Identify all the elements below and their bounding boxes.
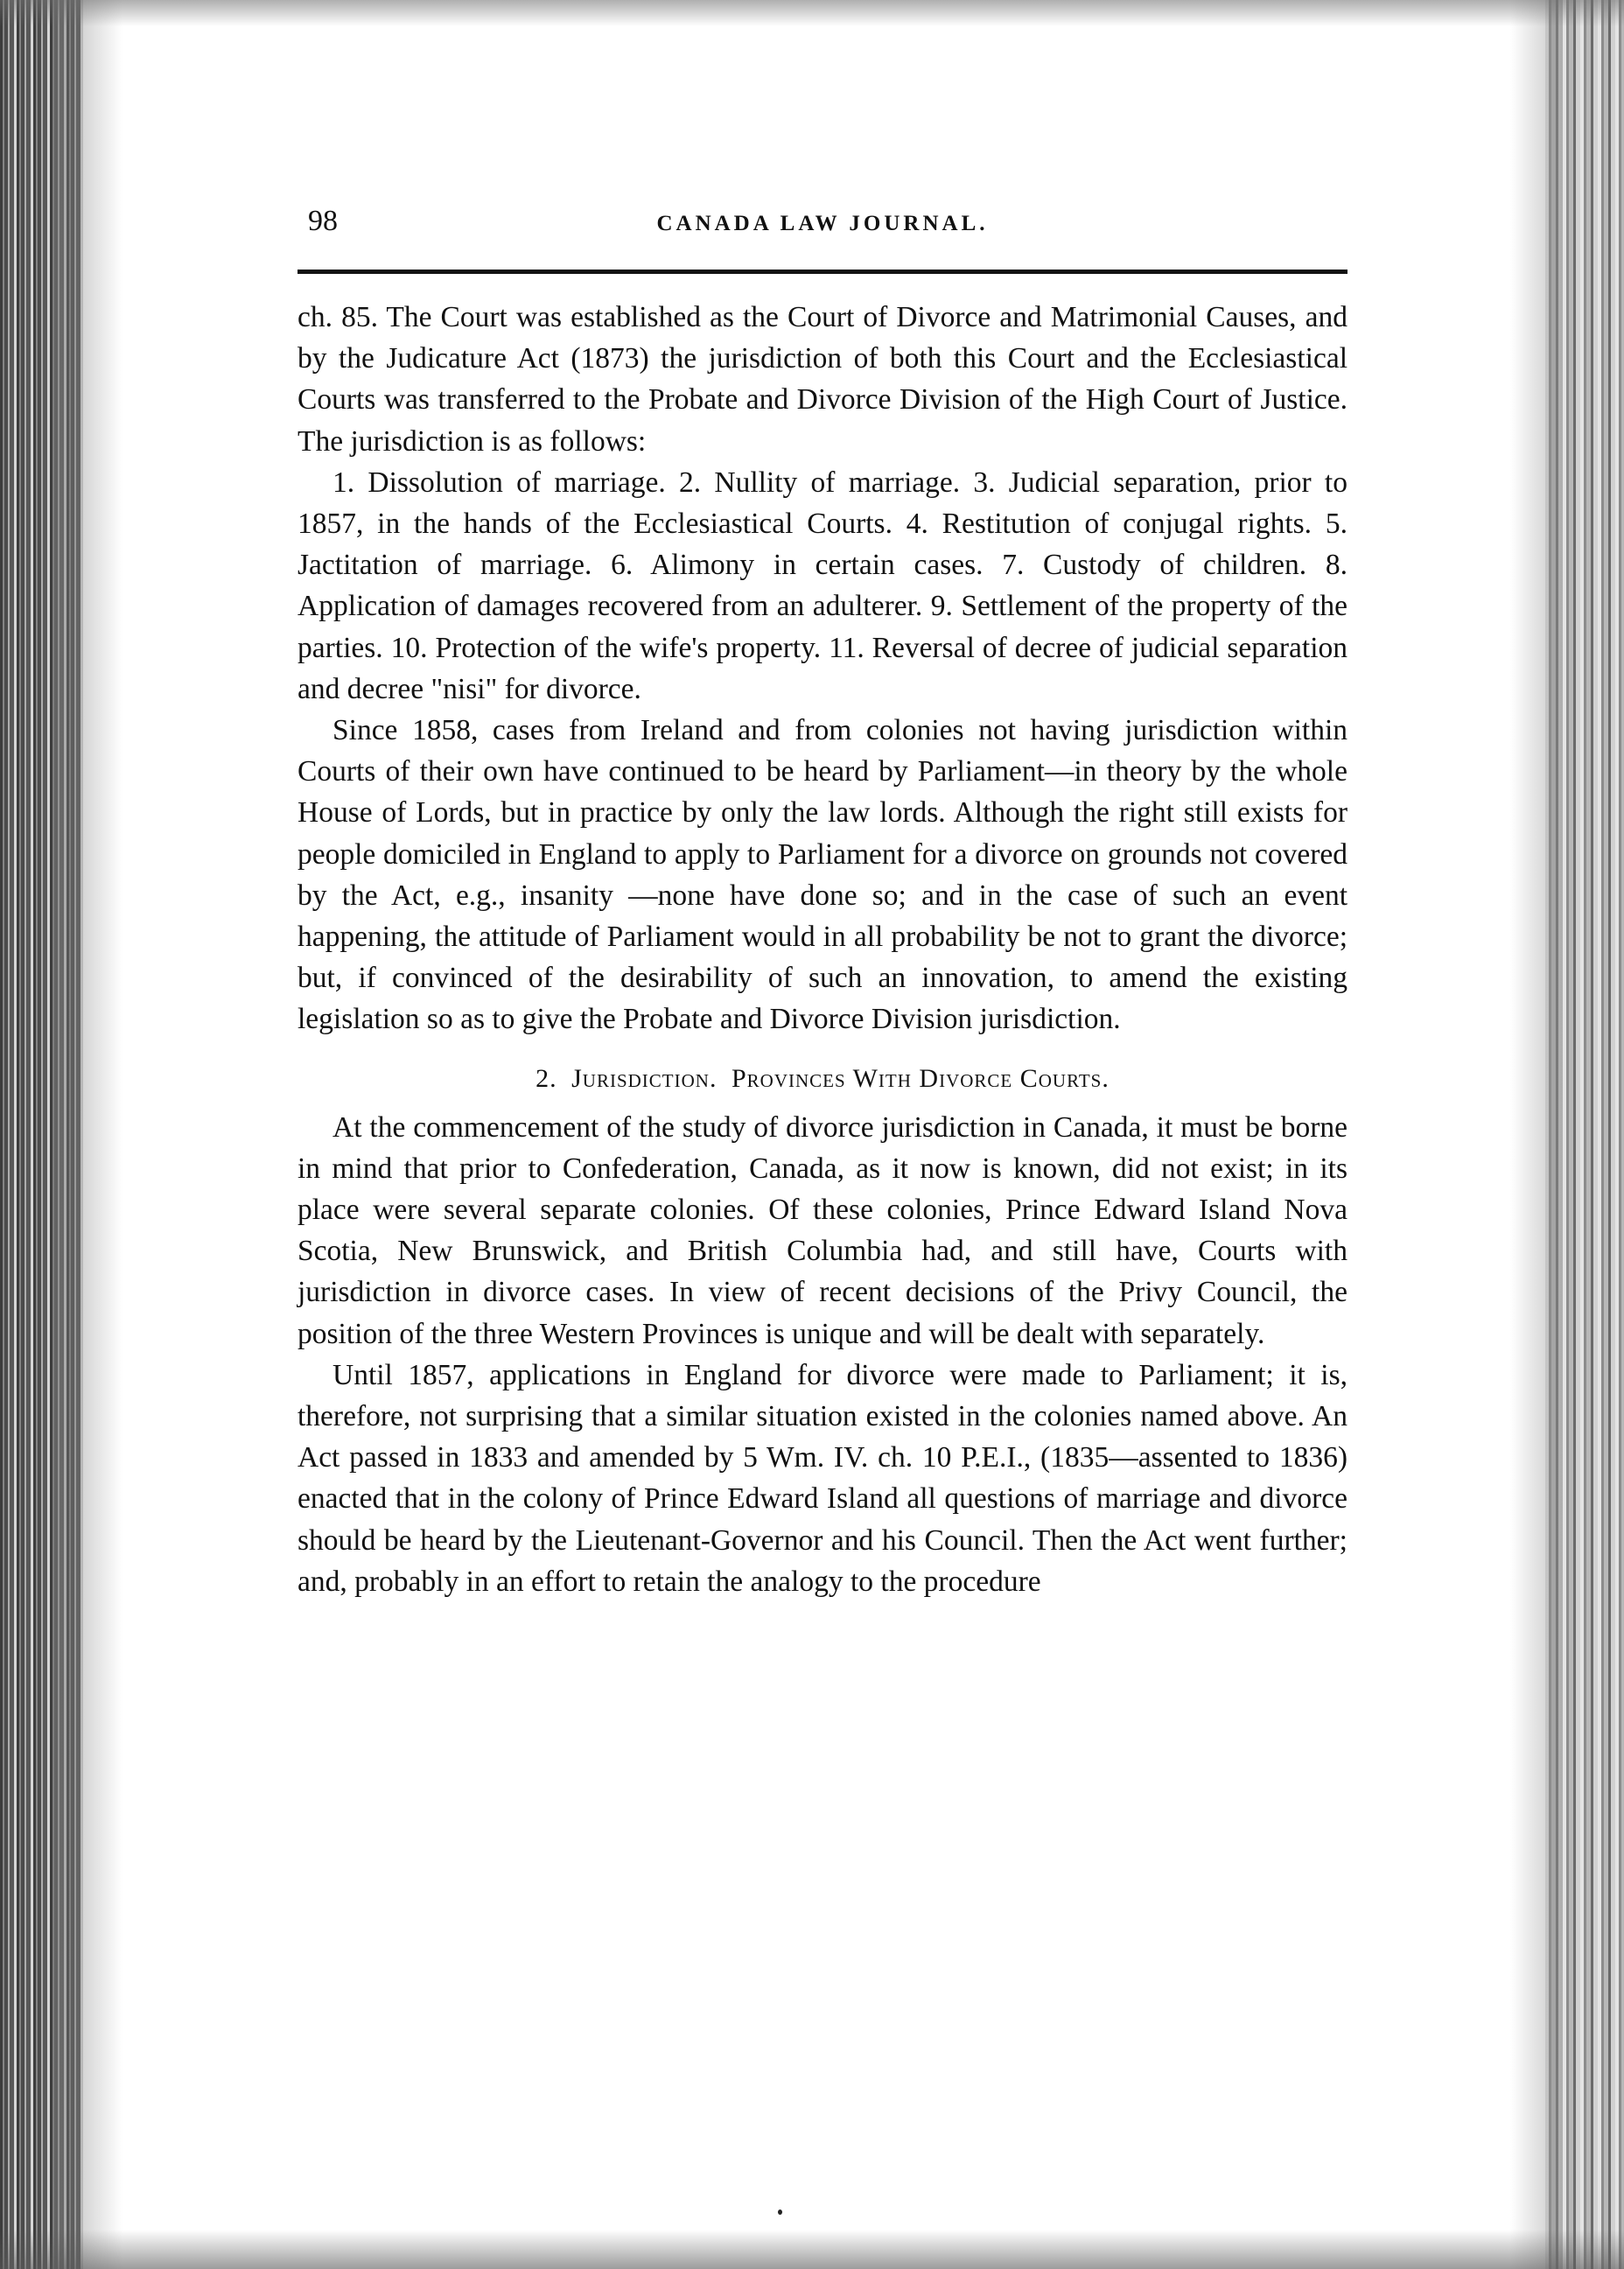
paragraph-since-1858: Since 1858, cases from Ireland and from colonies not having jurisdiction within Courts of their own have continued to be heard by Parliament—in theory by the whole House of Lords, but in practice by only the law lords. Although the right still exists for people domiciled in England to apply to Parliament for a divorce on grounds not covered by the Act, e.g., insanity —none have done so; and in the case of such an event happening, the attitude of Parliament would in all probability be not to grant the divorce; but, if convinced of the desirability of such an innovation, to amend the existing legislation so as to give the Probate and Divorce Division jurisdiction. bbox=[298, 714, 1348, 1036]
section-title: Jurisdiction. bbox=[571, 1063, 718, 1093]
scan-border-top bbox=[0, 0, 1624, 26]
header-rule bbox=[298, 270, 1348, 274]
scan-shadow-left bbox=[52, 0, 122, 2269]
journal-title: CANADA LAW JOURNAL. bbox=[656, 212, 989, 235]
scan-shadow-right bbox=[1510, 0, 1563, 2269]
scan-speck bbox=[778, 2209, 782, 2215]
paragraph-until-1857: Until 1857, applications in England for divorce were made to Parliament; it is, therefore, not surprising that a similar situation existed in the colonies named above. An Act passed in 1833 and amended by 5 Wm. IV. ch. 10 P.E.I., (1835—assented to 1836) enacted that in the colony of Prince Edward Island all questions of marriage and divorce should be heard by the Lieutenant-Governor and his Council. Then the Act went further; and, probably in an effort to retain the analogy to the procedure bbox=[298, 1358, 1348, 1598]
section-subtitle: Provinces With Divorce Courts. bbox=[731, 1063, 1110, 1093]
paragraph-commencement: At the commencement of the study of divorce jurisdiction in Canada, it must be borne in mind that prior to Confederation, Canada, as it now is known, did not exist; in its place were several separate colonies. Of these colonies, Prince Edward Island Nova Scotia, New Brunswick, and British Columbia had, and still have, Courts with jurisdiction in divorce cases. In view of recent decisions of the Privy Council, the position of the three Western Provinces is unique and will be dealt with separately. bbox=[298, 1110, 1348, 1350]
section-number: 2. bbox=[536, 1063, 557, 1093]
page-number: 98 bbox=[308, 205, 338, 237]
paragraph-continued: ch. 85. The Court was established as the Court of Divorce and Matrimonial Causes, and by the Judicature Act (1873) the jurisdiction of both this Court and the Ecclesiastical Courts was transferred to the Probate and Divorce Division of the High Court of Justice. The jurisdiction is as follows: bbox=[298, 301, 1348, 458]
paragraph-jurisdiction-list: 1. Dissolution of marriage. 2. Nullity of marriage. 3. Judicial separation, prior to 1857, in the hands of the Ecclesiastical Courts. 4. Restitution of conjugal rights. 5. Jactitation of marriage. 6. Alimony in certain cases. 7. Custody of children. 8. Application of damages recovered from an adulterer. 9. Settlement of the property of the parties. 10. Protection of the wife's property. 11. Reversal of decree of judicial separation and decree "nisi" for divorce. bbox=[298, 466, 1348, 705]
running-head bbox=[298, 203, 1348, 249]
section-heading bbox=[298, 1060, 1348, 1098]
journal-page bbox=[298, 203, 1348, 1602]
scan-border-bottom bbox=[0, 2230, 1624, 2269]
